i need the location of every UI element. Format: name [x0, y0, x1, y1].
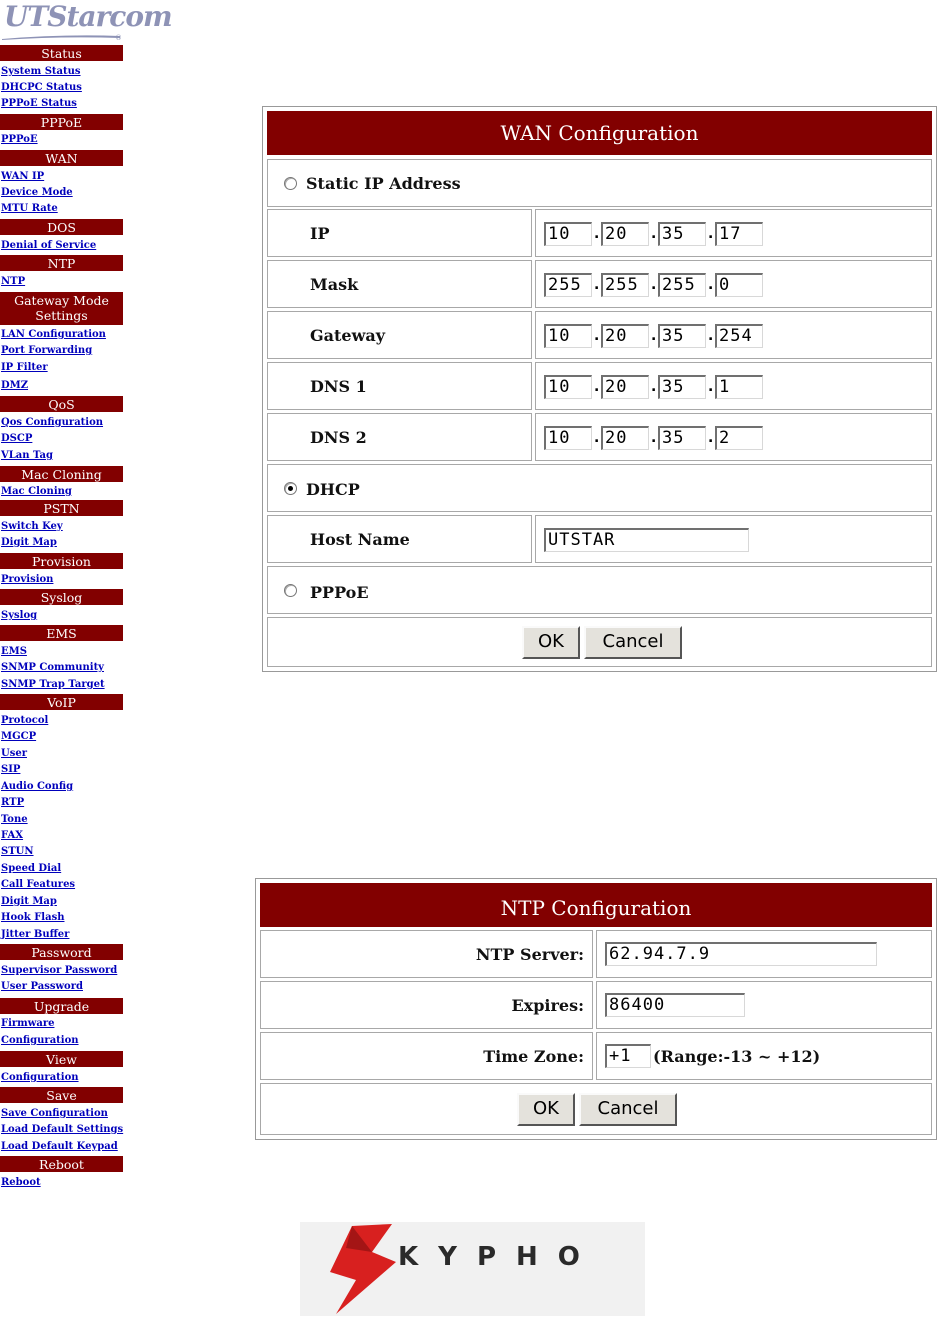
gateway-label-cell	[267, 311, 532, 359]
dns1-octet-4[interactable]: 1	[715, 375, 763, 399]
ip-input-cell	[535, 209, 932, 257]
section-upgrade: Upgrade	[0, 998, 123, 1014]
link-supervisor-password[interactable]: Supervisor Password	[1, 965, 118, 976]
gateway-input-cell	[535, 311, 932, 359]
expires-input-cell	[596, 981, 932, 1029]
link-reboot[interactable]: Reboot	[1, 1177, 41, 1188]
section-syslog: Syslog	[0, 589, 123, 605]
mask-octet-4[interactable]: 0	[715, 273, 763, 297]
link-ntp[interactable]: NTP	[1, 276, 26, 287]
link-digit-map-voip[interactable]: Digit Map	[1, 896, 57, 907]
gateway-octet-2[interactable]: 20	[601, 324, 649, 348]
gateway-octet-3[interactable]: 35	[658, 324, 706, 348]
gateway-octet-4[interactable]: 254	[715, 324, 763, 348]
kypho-logo	[300, 1222, 645, 1316]
dns1-octet-3[interactable]: 35	[658, 375, 706, 399]
ip-dot: .	[708, 328, 714, 344]
section-qos: QoS	[0, 396, 123, 412]
mask-octet-2[interactable]: 255	[601, 273, 649, 297]
static-ip-label: Static IP Address	[306, 174, 461, 193]
ip-dot: .	[651, 328, 657, 344]
pppoe-row	[267, 566, 932, 614]
link-protocol[interactable]: Protocol	[1, 715, 49, 726]
gateway-label: Gateway	[310, 326, 386, 345]
wan-panel-title: WAN Configuration	[267, 111, 932, 155]
ip-octet-1[interactable]: 10	[544, 222, 592, 246]
link-ems[interactable]: EMS	[1, 646, 27, 657]
section-dos: DOS	[0, 219, 123, 235]
link-snmp-trap-target[interactable]: SNMP Trap Target	[1, 679, 105, 690]
link-user-password[interactable]: User Password	[1, 981, 83, 992]
dhcp-row	[267, 464, 932, 512]
section-gateway-line2: Settings	[35, 308, 88, 323]
section-pppoe: PPPoE	[0, 114, 123, 130]
ip-dot: .	[708, 430, 714, 446]
section-voip: VoIP	[0, 694, 123, 710]
expires-label-cell	[260, 981, 593, 1029]
link-firmware[interactable]: Firmware	[1, 1018, 55, 1029]
link-pppoe[interactable]: PPPoE	[1, 134, 38, 145]
link-stun[interactable]: STUN	[1, 846, 34, 857]
dns2-octet-1[interactable]: 10	[544, 426, 592, 450]
link-tone[interactable]: Tone	[1, 814, 28, 825]
expires-label: Expires:	[511, 996, 584, 1015]
dhcp-label: DHCP	[306, 480, 360, 499]
section-reboot: Reboot	[0, 1156, 123, 1172]
ntp-cancel-button[interactable]: Cancel	[579, 1093, 677, 1126]
link-wan-ip[interactable]: WAN IP	[1, 171, 45, 182]
ip-label-cell	[267, 209, 532, 257]
mask-label-cell	[267, 260, 532, 308]
ip-octet-2[interactable]: 20	[601, 222, 649, 246]
dns1-octet-2[interactable]: 20	[601, 375, 649, 399]
link-upgrade-configuration[interactable]: Configuration	[1, 1035, 79, 1046]
static-ip-radio[interactable]	[284, 177, 297, 190]
ip-octet-4[interactable]: 17	[715, 222, 763, 246]
link-dhcpc-status[interactable]: DHCPC Status	[1, 82, 82, 93]
link-device-mode[interactable]: Device Mode	[1, 187, 73, 198]
time-zone-label: Time Zone:	[483, 1047, 584, 1066]
ip-dot: .	[708, 226, 714, 242]
link-lan-configuration[interactable]: LAN Configuration	[1, 329, 106, 340]
expires-input[interactable]: 86400	[605, 993, 745, 1017]
section-ems: EMS	[0, 625, 123, 641]
host-name-label-cell	[267, 515, 532, 563]
ip-dot: .	[594, 328, 600, 344]
utstarcom-logo	[2, 0, 172, 44]
ip-dot: .	[651, 277, 657, 293]
ip-octet-3[interactable]: 35	[658, 222, 706, 246]
dns2-label: DNS 2	[310, 428, 367, 447]
link-snmp-community[interactable]: SNMP Community	[1, 662, 104, 673]
brand-swoosh-icon	[2, 34, 120, 40]
link-jitter-buffer[interactable]: Jitter Buffer	[1, 929, 70, 940]
ntp-configuration-panel	[255, 878, 937, 1140]
link-save-configuration[interactable]: Save Configuration	[1, 1108, 108, 1119]
dns1-octet-1[interactable]: 10	[544, 375, 592, 399]
ip-dot: .	[594, 379, 600, 395]
link-view-configuration[interactable]: Configuration	[1, 1072, 79, 1083]
ip-label: IP	[310, 224, 330, 243]
link-digit-map-pstn[interactable]: Digit Map	[1, 537, 57, 548]
ntp-panel-title: NTP Configuration	[260, 883, 932, 927]
dns2-input-cell	[535, 413, 932, 461]
static-ip-row	[267, 159, 932, 207]
wan-configuration-panel	[262, 106, 937, 672]
section-provision: Provision	[0, 553, 123, 569]
link-mtu-rate[interactable]: MTU Rate	[1, 203, 58, 214]
link-denial-of-service[interactable]: Denial of Service	[1, 240, 97, 251]
section-gateway-mode-settings	[0, 292, 123, 325]
ip-dot: .	[594, 277, 600, 293]
pppoe-label: PPPoE	[310, 583, 369, 602]
mask-octet-3[interactable]: 255	[658, 273, 706, 297]
link-speed-dial[interactable]: Speed Dial	[1, 863, 62, 874]
host-name-input-cell	[535, 515, 932, 563]
gateway-octet-1[interactable]: 10	[544, 324, 592, 348]
kypho-wordmark: KYPHO	[398, 1242, 600, 1272]
link-user[interactable]: User	[1, 748, 27, 759]
ip-dot: .	[708, 379, 714, 395]
mask-octet-1[interactable]: 255	[544, 273, 592, 297]
link-audio-config[interactable]: Audio Config	[1, 781, 74, 792]
link-sip[interactable]: SIP	[1, 764, 21, 775]
link-rtp[interactable]: RTP	[1, 797, 25, 808]
ip-dot: .	[651, 226, 657, 242]
ntp-server-label: NTP Server:	[475, 945, 584, 964]
ntp-server-input-cell	[596, 930, 932, 978]
link-fax[interactable]: FAX	[1, 830, 24, 841]
dns2-octet-3[interactable]: 35	[658, 426, 706, 450]
wan-ok-button[interactable]: OK	[522, 626, 580, 659]
brand-wordmark: UTStarcom	[4, 0, 172, 33]
link-mgcp[interactable]: MGCP	[1, 731, 37, 742]
time-zone-input[interactable]: +1	[605, 1044, 651, 1068]
time-zone-label-cell	[260, 1032, 593, 1080]
ip-dot: .	[594, 430, 600, 446]
ntp-buttons-row	[260, 1083, 932, 1135]
ntp-server-input[interactable]: 62.94.7.9	[605, 942, 877, 966]
section-password: Password	[0, 944, 123, 960]
link-load-default-settings[interactable]: Load Default Settings	[1, 1124, 124, 1135]
dns1-label: DNS 1	[310, 377, 367, 396]
time-zone-input-cell	[596, 1032, 932, 1080]
link-system-status[interactable]: System Status	[1, 66, 81, 77]
dns2-label-cell	[267, 413, 532, 461]
wan-cancel-button[interactable]: Cancel	[584, 626, 682, 659]
link-dmz[interactable]: DMZ	[1, 380, 29, 391]
host-name-label: Host Name	[310, 530, 410, 549]
ip-dot: .	[708, 277, 714, 293]
ip-dot: .	[651, 430, 657, 446]
link-mac-cloning[interactable]: Mac Cloning	[1, 486, 72, 497]
link-hook-flash[interactable]: Hook Flash	[1, 912, 65, 923]
link-provision[interactable]: Provision	[1, 574, 54, 585]
section-save: Save	[0, 1087, 123, 1103]
dhcp-radio[interactable]	[284, 482, 297, 495]
link-port-forwarding[interactable]: Port Forwarding	[1, 345, 93, 356]
registered-mark: ®	[115, 34, 122, 42]
ntp-server-label-cell	[260, 930, 593, 978]
ntp-ok-button[interactable]: OK	[517, 1093, 575, 1126]
link-qos-configuration[interactable]: Qos Configuration	[1, 417, 104, 428]
time-zone-range: (Range:-13 ~ +12)	[653, 1047, 821, 1066]
ip-dot: .	[594, 226, 600, 242]
link-switch-key[interactable]: Switch Key	[1, 521, 63, 532]
link-syslog[interactable]: Syslog	[1, 610, 38, 621]
dns1-label-cell	[267, 362, 532, 410]
link-dscp[interactable]: DSCP	[1, 433, 33, 444]
wan-buttons-row	[267, 617, 932, 667]
section-view: View	[0, 1051, 123, 1067]
section-status: Status	[0, 45, 123, 61]
section-pstn: PSTN	[0, 500, 123, 516]
ip-dot: .	[651, 379, 657, 395]
link-load-default-keypad[interactable]: Load Default Keypad	[1, 1141, 118, 1152]
link-pppoe-status[interactable]: PPPoE Status	[1, 98, 77, 109]
host-name-input[interactable]: UTSTAR	[544, 528, 749, 552]
link-ip-filter[interactable]: IP Filter	[1, 362, 48, 373]
link-vlan-tag[interactable]: VLan Tag	[1, 450, 53, 461]
dns1-input-cell	[535, 362, 932, 410]
pppoe-radio[interactable]	[284, 584, 297, 597]
mask-label: Mask	[310, 275, 359, 294]
link-call-features[interactable]: Call Features	[1, 879, 76, 890]
section-ntp: NTP	[0, 255, 123, 271]
mask-input-cell	[535, 260, 932, 308]
section-wan: WAN	[0, 150, 123, 166]
section-mac-cloning: Mac Cloning	[0, 466, 123, 482]
section-gateway-line1: Gateway Mode	[14, 293, 109, 308]
dns2-octet-2[interactable]: 20	[601, 426, 649, 450]
dns2-octet-4[interactable]: 2	[715, 426, 763, 450]
